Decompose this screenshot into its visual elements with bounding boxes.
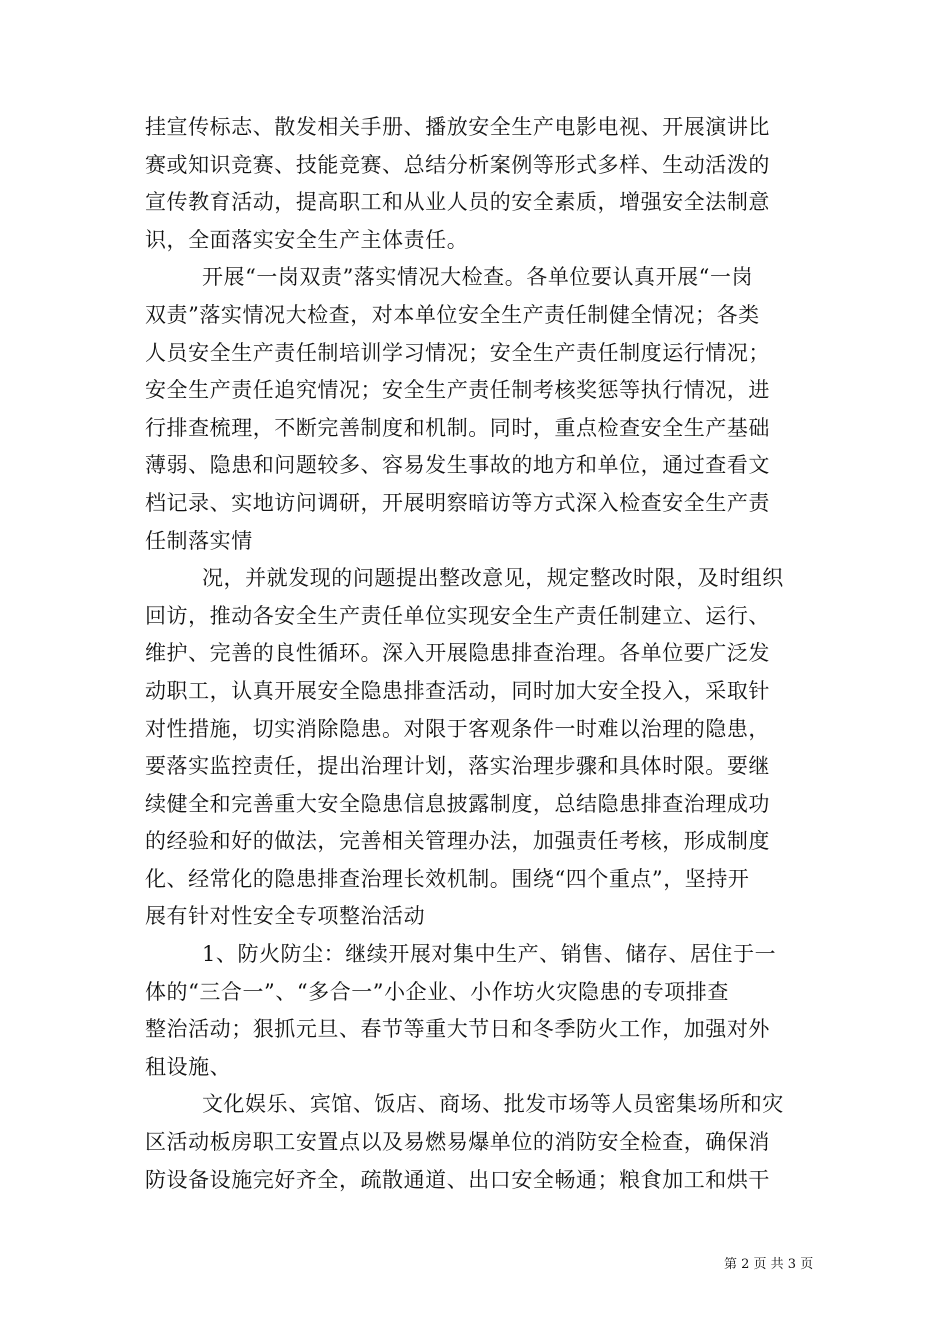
text-line: 对性措施，切实消除隐患。对限于客观条件一时难以治理的隐患， bbox=[145, 716, 770, 741]
text-line: 区活动板房职工安置点以及易燃易爆单位的消防安全检查，确保消 bbox=[145, 1130, 770, 1155]
text-line: 况，并就发现的问题提出整改意见，规定整改时限，及时组织 bbox=[202, 566, 784, 591]
text-line: 租设施、 bbox=[145, 1054, 232, 1079]
text-line: 要落实监控责任，提出治理计划，落实治理步骤和具体时限。要继 bbox=[145, 754, 770, 779]
text-line: 体的“三合一”、“多合一”小企业、小作坊火灾隐患的专项排查 bbox=[145, 979, 729, 1004]
text-line: 宣传教育活动，提高职工和从业人员的安全素质，增强安全法制意 bbox=[145, 190, 770, 215]
text-line: 挂宣传标志、散发相关手册、播放安全生产电影电视、开展演讲比 bbox=[145, 115, 770, 139]
page-number: 第 2 页 共 3 页 bbox=[724, 1257, 814, 1272]
text-line: 双责”落实情况大检查，对本单位安全生产责任制健全情况；各类 bbox=[145, 302, 760, 327]
text-line: 识，全面落实安全生产主体责任。 bbox=[145, 227, 469, 252]
text-line: 整治活动；狠抓元旦、春节等重大节日和冬季防火工作，加强对外 bbox=[145, 1017, 770, 1042]
text-line: 安全生产责任追究情况；安全生产责任制考核奖惩等执行情况，进 bbox=[145, 378, 770, 403]
text-line: 展有针对性安全专项整治活动 bbox=[145, 904, 426, 929]
text-line: 人员安全生产责任制培训学习情况；安全生产责任制度运行情况； bbox=[145, 340, 770, 365]
text-line: 动职工，认真开展安全隐患排查活动，同时加大安全投入，采取针 bbox=[145, 678, 770, 703]
text-line: 化、经常化的隐患排查治理长效机制。围绕“四个重点”，坚持开 bbox=[145, 866, 750, 891]
text-line: 行排查梳理，不断完善制度和机制。同时，重点检查安全生产基础 bbox=[145, 415, 770, 440]
text-line: 文化娱乐、宾馆、饭店、商场、批发市场等人员密集场所和灾 bbox=[202, 1092, 784, 1117]
text-line: 防设备设施完好齐全，疏散通道、出口安全畅通；粮食加工和烘干 bbox=[145, 1167, 770, 1192]
text-line: 赛或知识竞赛、技能竞赛、总结分析案例等形式多样、生动活泼的 bbox=[145, 152, 770, 177]
text-line: 续健全和完善重大安全隐患信息披露制度，总结隐患排查治理成功 bbox=[145, 791, 770, 816]
text-line: 回访，推动各安全生产责任单位实现安全生产责任制建立、运行、 bbox=[145, 603, 770, 628]
text-line: 开展“一岗双责”落实情况大检查。各单位要认真开展“一岗 bbox=[202, 265, 754, 290]
text-line: 1、防火防尘：继续开展对集中生产、销售、储存、居住于一 bbox=[202, 942, 777, 967]
body-text bbox=[145, 109, 807, 1199]
text-line: 薄弱、隐患和问题较多、容易发生事故的地方和单位，通过查看文 bbox=[145, 453, 770, 478]
text-line: 维护、完善的良性循环。深入开展隐患排查治理。各单位要广泛发 bbox=[145, 641, 770, 666]
text-line: 的经验和好的做法，完善相关管理办法，加强责任考核，形成制度 bbox=[145, 829, 770, 854]
text-line: 任制落实情 bbox=[145, 528, 253, 553]
text-line: 档记录、实地访问调研，开展明察暗访等方式深入检查安全生产责 bbox=[145, 490, 770, 515]
